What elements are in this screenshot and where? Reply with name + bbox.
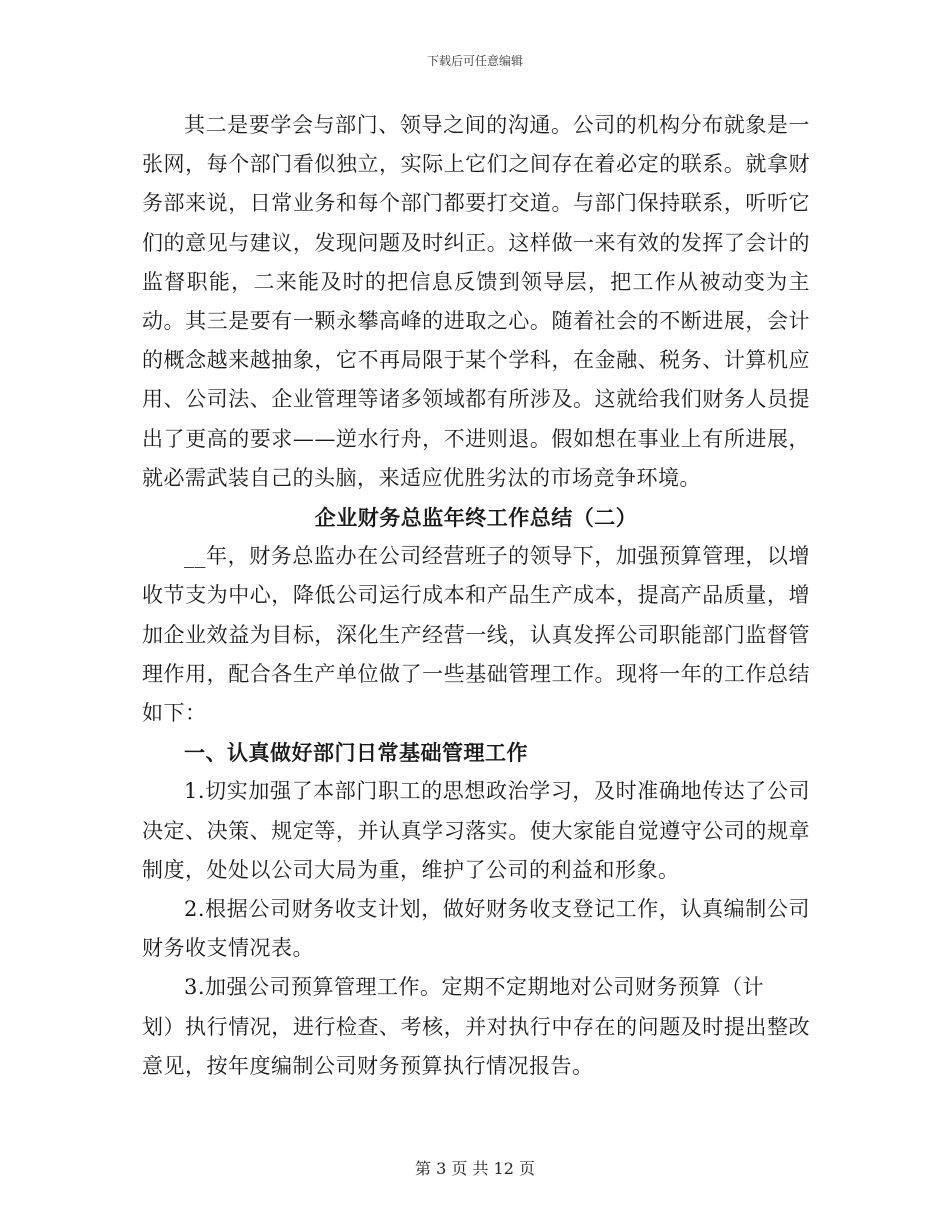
paragraph-communication: 其二是要学会与部门、领导之间的沟通。公司的机构分布就象是一张网，每个部门看似独立，实际上它们之间存在着必定的联系。就拿财务部来说，日常业务和每个部门都要打交道。与部门保持联系，听听它们的意见与建议，发现问题及时纠正。这样做一来有效的发挥了会计的监督职能，二来能及时的把信息反馈到领导层，把工作从被动变为主动。其三是要有一颗永攀高峰的进取之心。随着社会的不断进展，会计的概念越来越抽象，它不再局限于某个学科，在金融、税务、计算机应用、公司法、企业管理等诸多领域都有所涉及。这就给我们财务人员提出了更高的要求——逆水行舟，不进则退。假如想在事业上有所进展，就必需武装自己的头脑，来适应优胜劣汰的市场竞争环境。 — [142, 113, 810, 490]
list-item-1: 1.切实加强了本部门职工的思想政治学习，及时准确地传达了公司决定、决策、规定等，并认真学习落实。使大家能自觉遵守公司的规章制度，处处以公司大局为重，维护了公司的利益和形象。 — [142, 779, 810, 882]
page-number: 第 3 页 共 12 页 — [415, 1159, 535, 1178]
document-body — [142, 106, 810, 1086]
list-item-2: 2.根据公司财务收支计划，做好财务收支登记工作，认真编制公司财务收支情况表。 — [142, 897, 810, 961]
section-heading-1: 一、认真做好部门日常基础管理工作 — [184, 740, 528, 766]
section-title: 企业财务总监年终工作总结（二） — [314, 505, 638, 531]
paragraph-summary-intro: __年，财务总监办在公司经营班子的领导下，加强预算管理，以增收节支为中心，降低公司运行成本和产品生产成本，提高产品质量，增加企业效益为目标，深化生产经营一线，认真发挥公司职能部门监督管理作用，配合各生产单位做了一些基础管理工作。现将一年的工作总结如下： — [142, 544, 810, 726]
page-header: 下载后可任意编辑 — [426, 54, 523, 68]
list-item-3-line1: 3.加强公司预算管理工作。定期不定期地对公司财务预算（计 — [184, 975, 765, 1000]
list-item-3-continued: 划）执行情况，进行检查、考核，并对执行中存在的问题及时提出整改意见，按年度编制公司财务预算执行情况报告。 — [142, 1014, 810, 1078]
